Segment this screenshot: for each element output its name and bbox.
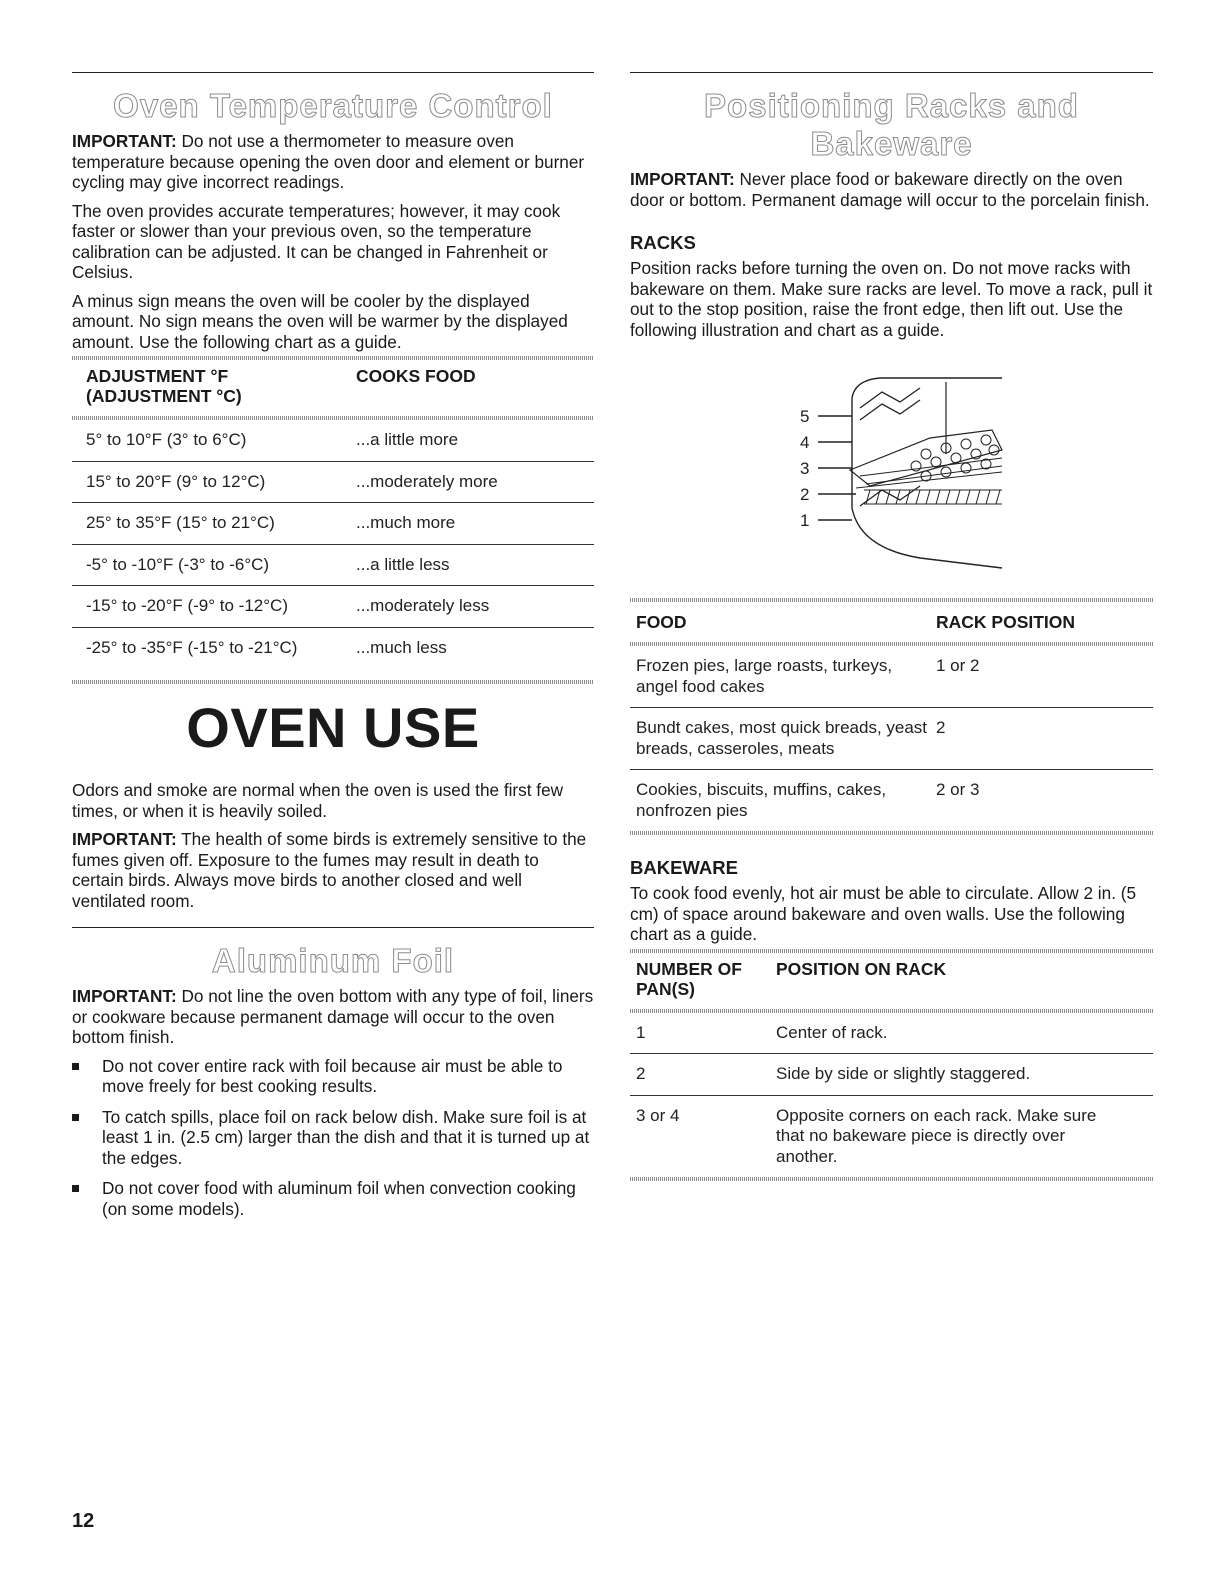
rack-label: 4 bbox=[800, 433, 810, 452]
oven-use-p1: Odors and smoke are normal when the oven is used the first few times, or when it is heavily soiled. bbox=[72, 780, 564, 821]
important-label: IMPORTANT: bbox=[72, 829, 177, 849]
temp-control-p3: A minus sign means the oven will be cooler by the displayed amount. No sign means the oven will be warmer by the displayed amount. Use the following chart as a guide. bbox=[72, 290, 568, 352]
important-label: IMPORTANT: bbox=[630, 169, 735, 189]
adjustment-table-header bbox=[72, 360, 594, 416]
bakeware-table bbox=[630, 953, 1153, 1009]
adjustment-table-body bbox=[72, 420, 594, 680]
adjustment-table bbox=[72, 360, 594, 416]
temp-control-p2: The oven provides accurate temperatures; however, it may cook faster or slower than your previous oven, so the temperature calibration can be adjusted. It can be changed in Fahrenheit or Celsius. bbox=[72, 200, 561, 282]
food-header: FOOD bbox=[636, 612, 687, 632]
rack-label: 3 bbox=[800, 459, 810, 478]
temp-control-p1 bbox=[72, 131, 594, 193]
table-bottom-hatch bbox=[72, 680, 594, 684]
positioning-heading: Positioning Racks and Bakeware bbox=[704, 87, 1079, 162]
page-number: 12 bbox=[72, 1510, 95, 1532]
section-rule bbox=[72, 72, 594, 73]
right-column bbox=[630, 72, 1153, 1181]
bakeware-subhead: BAKEWARE bbox=[630, 857, 738, 878]
section-rule bbox=[630, 72, 1153, 73]
table-row: Cookies, biscuits, muffins, cakes, nonfrozen pies 2 or 3 bbox=[636, 780, 980, 820]
table-row: 25° to 35°F (15° to 21°C) ...much more bbox=[86, 513, 456, 532]
oven-use-title: OVEN USE bbox=[186, 696, 480, 759]
table-bottom-hatch bbox=[630, 831, 1153, 835]
bakeware-table-body bbox=[630, 1013, 1153, 1178]
table-row: -15° to -20°F (-9° to -12°C) ...moderately less bbox=[86, 596, 490, 615]
number-of-pans-header: NUMBER OF PAN(S) bbox=[636, 958, 742, 999]
table-row: Frozen pies, large roasts, turkeys, angel food cakes 1 or 2 bbox=[636, 656, 980, 696]
table-row: -25° to -35°F (-15° to -21°C) ...much less bbox=[86, 637, 447, 657]
list-item: Do not cover entire rack with foil because air must be able to move freely for best cooking results. bbox=[72, 1056, 594, 1097]
temp-control-heading: Oven Temperature Control bbox=[113, 87, 553, 124]
temp-control-p1-text: Do not use a thermometer to measure oven temperature because opening the oven door and element or burner cycling may give incorrect readings. bbox=[72, 131, 585, 192]
list-item: Do not cover food with aluminum foil when convection cooking (on some models). bbox=[72, 1178, 594, 1219]
left-column bbox=[72, 72, 594, 1229]
rack-label: 2 bbox=[800, 485, 810, 504]
important-label: IMPORTANT: bbox=[72, 131, 177, 151]
table-row: 15° to 20°F (9° to 12°C) ...moderately more bbox=[86, 471, 498, 491]
rack-label: 5 bbox=[800, 407, 810, 426]
oven-rack-diagram bbox=[630, 358, 1153, 588]
foil-heading: Aluminum Foil bbox=[211, 942, 455, 979]
list-item: To catch spills, place foil on rack below dish. Make sure foil is at least 1 in. (2.5 cm) larger than the dish and that it is turned up at the edges. bbox=[72, 1107, 594, 1169]
foil-p1: IMPORTANT: Do not line the oven bottom with any type of foil, liners or cookware because permanent damage will occur to the oven bottom finish. bbox=[72, 986, 594, 1047]
rack-table-header bbox=[630, 602, 1153, 642]
rack-illustration bbox=[630, 358, 1153, 588]
foil-bullets bbox=[72, 1056, 594, 1220]
bakeware-p1: To cook food evenly, hot air must be able to circulate. Allow 2 in. (5 cm) of space around bakeware and oven walls. Use the following chart as a guide. bbox=[630, 883, 1137, 944]
adjustment-header: ADJUSTMENT °F (ADJUSTMENT °C) bbox=[86, 366, 242, 406]
rack-label: 1 bbox=[800, 511, 810, 530]
table-row: 1 Center of rack. bbox=[636, 1022, 888, 1042]
racks-subhead: RACKS bbox=[630, 232, 696, 253]
oven-use-p2: IMPORTANT: The health of some birds is extremely sensitive to the fumes given off. Exposure to the fumes may result in death to certain birds. Always move birds to another closed and well ventilated room. bbox=[72, 829, 587, 911]
bakeware-table-header bbox=[630, 953, 1153, 1009]
position-on-rack-header: POSITION ON RACK bbox=[776, 958, 947, 979]
cooks-food-header: COOKS FOOD bbox=[356, 366, 476, 386]
rack-position-table bbox=[630, 602, 1153, 642]
important-label: IMPORTANT: bbox=[72, 986, 177, 1006]
table-row: 5° to 10°F (3° to 6°C) ...a little more bbox=[86, 430, 459, 449]
racks-p1: Position racks before turning the oven on. Do not move racks with bakeware on them. Make sure racks are level. To move a rack, pull it out to the stop position, raise the front edge, then lift out. Use the following illustration and chart as a guide. bbox=[630, 258, 1153, 340]
table-row: 2 Side by side or slightly staggered. bbox=[636, 1064, 1031, 1083]
section-rule bbox=[72, 927, 594, 928]
table-bottom-hatch bbox=[630, 1177, 1153, 1181]
table-row: 3 or 4 Opposite corners on each rack. Make sure that no bakeware piece is directly over another. bbox=[636, 1105, 1097, 1166]
rack-position-table-body bbox=[630, 646, 1153, 831]
table-row: Bundt cakes, most quick breads, yeast breads, casseroles, meats 2 bbox=[636, 718, 946, 758]
positioning-p1: IMPORTANT: Never place food or bakeware directly on the oven door or bottom. Permanent damage will occur to the porcelain finish. bbox=[630, 169, 1150, 210]
table-row: -5° to -10°F (-3° to -6°C) ...a little less bbox=[86, 554, 450, 574]
rack-position-header: RACK POSITION bbox=[936, 612, 1076, 632]
